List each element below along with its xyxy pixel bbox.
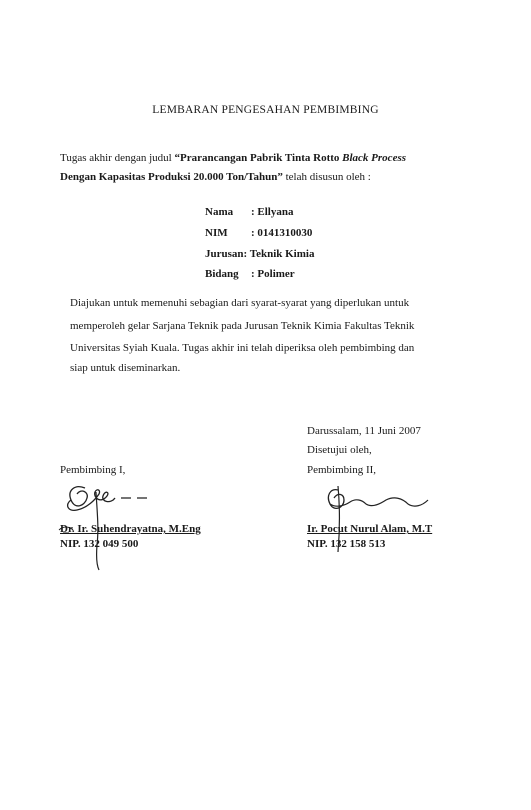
advisor1-name: Dr. Ir. Suhendrayatna, M.Eng xyxy=(60,523,201,535)
page-title: LEMBARAN PENGESAHAN PEMBIMBING xyxy=(152,104,379,116)
student-name-row xyxy=(205,206,293,218)
nim-value: : 0141310030 xyxy=(251,227,313,239)
body-line-4: siap untuk diseminarkan. xyxy=(70,362,181,374)
advisor2-nip: NIP. 132 158 513 xyxy=(307,538,386,550)
advisor1-label: Pembimbing I, xyxy=(60,464,126,476)
thesis-title-italic: Black Process xyxy=(342,152,407,164)
intro-line-2 xyxy=(60,171,371,183)
bidang-value: : Polimer xyxy=(251,268,295,280)
approved-by: Disetujui oleh, xyxy=(307,444,372,456)
body-line-1: Diajukan untuk memenuhi sebagian dari syarat-syarat yang diperlukan untuk xyxy=(70,297,410,309)
bidang-label: Bidang xyxy=(205,268,239,280)
intro-line-1 xyxy=(60,152,406,164)
place-date: Darussalam, 11 Juni 2007 xyxy=(307,425,421,437)
thesis-title-part1: “Prarancangan Pabrik Tinta Rotto xyxy=(174,152,340,164)
student-bidang-row xyxy=(205,268,295,280)
body-line-2: memperoleh gelar Sarjana Teknik pada Jurusan Teknik Kimia Fakultas Teknik xyxy=(70,320,415,332)
name-label: Nama xyxy=(205,206,234,218)
thesis-title-part2: Dengan Kapasitas Produksi 20.000 Ton/Tahun” xyxy=(60,171,283,183)
jurusan-label: Jurusan xyxy=(205,248,244,260)
name-value: : Ellyana xyxy=(251,206,294,218)
intro-suffix: telah disusun oleh : xyxy=(285,171,371,183)
advisor1-nip: NIP. 132 049 500 xyxy=(60,538,139,550)
advisor2-label: Pembimbing II, xyxy=(307,464,377,476)
intro-prefix: Tugas akhir dengan judul xyxy=(60,152,172,164)
nim-label: NIM xyxy=(205,227,228,239)
jurusan-value: : Teknik Kimia xyxy=(243,248,315,260)
student-jurusan-row xyxy=(205,248,314,260)
student-nim-row xyxy=(205,227,312,239)
advisor2-name: Ir. Pocut Nurul Alam, M.T xyxy=(307,523,433,535)
body-line-3: Universitas Syiah Kuala. Tugas akhir ini telah diperiksa oleh pembimbing dan xyxy=(70,342,415,354)
